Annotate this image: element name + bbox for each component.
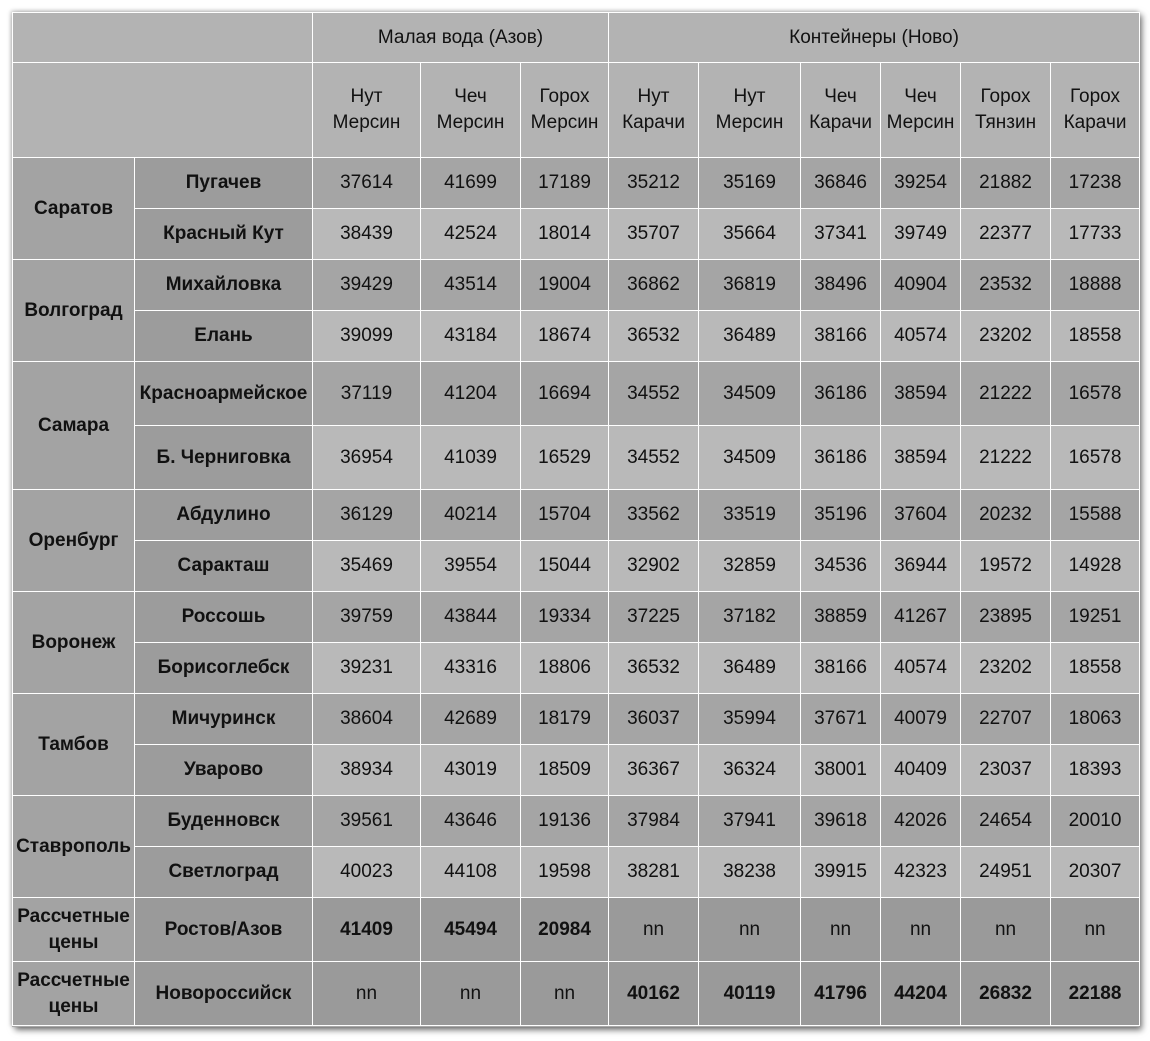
price-cell: 42026	[881, 796, 961, 847]
city-cell: Елань	[135, 311, 313, 362]
price-cell: 19136	[521, 796, 609, 847]
price-cell: 38594	[881, 426, 961, 490]
price-cell: 18558	[1051, 311, 1140, 362]
price-cell: 43514	[421, 260, 521, 311]
price-cell: 34552	[609, 426, 699, 490]
calculated-prices-row	[13, 898, 1140, 962]
price-cell: 24951	[961, 847, 1051, 898]
table-row	[13, 796, 1140, 847]
price-cell: 35169	[699, 158, 801, 209]
price-cell: 19598	[521, 847, 609, 898]
price-cell: 20010	[1051, 796, 1140, 847]
column-header	[1051, 63, 1140, 158]
price-cell: 35469	[313, 541, 421, 592]
calculated-price-cell: 20984	[521, 898, 609, 962]
calculated-label-line: Рассчетные	[17, 905, 130, 927]
region-cell: Саратов	[13, 158, 135, 260]
table-row	[13, 490, 1140, 541]
table-row	[13, 260, 1140, 311]
column-header-commodity: Нут	[637, 86, 670, 107]
column-header-port: Мерсин	[530, 112, 599, 133]
price-cell: 21222	[961, 362, 1051, 426]
column-header-commodity: Чеч	[824, 86, 857, 107]
city-cell: Пугачев	[135, 158, 313, 209]
column-header	[521, 63, 609, 158]
city-cell: Светлоград	[135, 847, 313, 898]
column-header	[961, 63, 1051, 158]
table-row	[13, 426, 1140, 490]
price-cell: 18558	[1051, 643, 1140, 694]
column-header-commodity: Горох	[539, 86, 590, 107]
calculated-price-cell: 22188	[1051, 962, 1140, 1026]
price-cell: 20307	[1051, 847, 1140, 898]
price-cell: 38859	[801, 592, 881, 643]
group-small-water: Малая вода (Азов)	[313, 13, 609, 63]
price-cell: 38934	[313, 745, 421, 796]
price-cell: 43019	[421, 745, 521, 796]
column-header-commodity: Нут	[350, 86, 383, 107]
price-cell: 36186	[801, 362, 881, 426]
price-cell: 35707	[609, 209, 699, 260]
price-cell: 36846	[801, 158, 881, 209]
region-cell: Тамбов	[13, 694, 135, 796]
price-cell: 22707	[961, 694, 1051, 745]
calculated-price-cell: nn	[313, 962, 421, 1026]
price-cell: 34509	[699, 426, 801, 490]
price-cell: 41204	[421, 362, 521, 426]
price-cell: 34509	[699, 362, 801, 426]
table-row	[13, 847, 1140, 898]
price-cell: 36037	[609, 694, 699, 745]
column-header	[609, 63, 699, 158]
calculated-price-cell: nn	[881, 898, 961, 962]
price-cell: 15588	[1051, 490, 1140, 541]
price-cell: 40079	[881, 694, 961, 745]
price-table	[12, 12, 1140, 1026]
price-cell: 39618	[801, 796, 881, 847]
price-cell: 39915	[801, 847, 881, 898]
price-cell: 18888	[1051, 260, 1140, 311]
price-cell: 42689	[421, 694, 521, 745]
column-header-commodity: Горох	[1070, 86, 1121, 107]
price-cell: 43646	[421, 796, 521, 847]
price-cell: 38604	[313, 694, 421, 745]
price-cell: 18393	[1051, 745, 1140, 796]
price-cell: 37941	[699, 796, 801, 847]
price-cell: 40409	[881, 745, 961, 796]
price-cell: 39231	[313, 643, 421, 694]
table-row	[13, 209, 1140, 260]
price-cell: 14928	[1051, 541, 1140, 592]
column-header	[881, 63, 961, 158]
region-cell: Оренбург	[13, 490, 135, 592]
region-cell: Ставрополь	[13, 796, 135, 898]
column-header-commodity: Нут	[733, 86, 766, 107]
price-cell: 21222	[961, 426, 1051, 490]
price-cell: 18806	[521, 643, 609, 694]
city-cell: Абдулино	[135, 490, 313, 541]
price-cell: 19572	[961, 541, 1051, 592]
calculated-label-line: Рассчетные	[17, 969, 130, 991]
calculated-price-cell: nn	[1051, 898, 1140, 962]
price-cell: 36186	[801, 426, 881, 490]
calculated-label-line: цены	[48, 931, 99, 953]
calculated-price-cell: nn	[609, 898, 699, 962]
calculated-price-cell: nn	[421, 962, 521, 1026]
price-cell: 16694	[521, 362, 609, 426]
price-cell: 39759	[313, 592, 421, 643]
table-row	[13, 541, 1140, 592]
calculated-prices-row	[13, 962, 1140, 1026]
column-header-commodity: Горох	[980, 86, 1031, 107]
price-cell: 32902	[609, 541, 699, 592]
price-cell: 36129	[313, 490, 421, 541]
price-cell: 18509	[521, 745, 609, 796]
price-cell: 37671	[801, 694, 881, 745]
price-cell: 40574	[881, 311, 961, 362]
price-cell: 17733	[1051, 209, 1140, 260]
region-cell: Волгоград	[13, 260, 135, 362]
header-group-row	[13, 13, 1140, 63]
price-cell: 22377	[961, 209, 1051, 260]
price-cell: 37604	[881, 490, 961, 541]
price-cell: 36367	[609, 745, 699, 796]
price-cell: 38166	[801, 643, 881, 694]
city-cell: Россошь	[135, 592, 313, 643]
column-header	[699, 63, 801, 158]
price-cell: 42524	[421, 209, 521, 260]
price-cell: 36819	[699, 260, 801, 311]
header-column-row	[13, 63, 1140, 158]
column-header-commodity: Чеч	[454, 86, 487, 107]
header-corner-cell	[13, 63, 313, 158]
price-table-sheet	[12, 12, 1139, 1027]
price-cell: 35994	[699, 694, 801, 745]
price-cell: 19334	[521, 592, 609, 643]
calculated-price-cell: 41409	[313, 898, 421, 962]
price-cell: 36489	[699, 643, 801, 694]
price-cell: 18063	[1051, 694, 1140, 745]
calculated-price-cell: nn	[961, 898, 1051, 962]
city-cell: Мичуринск	[135, 694, 313, 745]
price-cell: 41039	[421, 426, 521, 490]
column-header-port: Карачи	[1063, 112, 1127, 133]
price-cell: 43184	[421, 311, 521, 362]
price-cell: 23895	[961, 592, 1051, 643]
calculated-price-cell: nn	[699, 898, 801, 962]
price-cell: 37119	[313, 362, 421, 426]
column-header-port: Мерсин	[886, 112, 955, 133]
price-cell: 34536	[801, 541, 881, 592]
price-cell: 40574	[881, 643, 961, 694]
column-header-port: Мерсин	[332, 112, 401, 133]
price-cell: 16578	[1051, 426, 1140, 490]
calculated-price-cell: 40119	[699, 962, 801, 1026]
table-row	[13, 311, 1140, 362]
price-cell: 43844	[421, 592, 521, 643]
header-corner-cell	[13, 13, 313, 63]
price-cell: 36862	[609, 260, 699, 311]
column-header-commodity: Чеч	[904, 86, 937, 107]
price-cell: 15704	[521, 490, 609, 541]
price-cell: 21882	[961, 158, 1051, 209]
price-cell: 39554	[421, 541, 521, 592]
city-cell: Ростов/Азов	[135, 898, 313, 962]
calculated-price-cell: 45494	[421, 898, 521, 962]
calculated-label-line: цены	[48, 995, 99, 1017]
price-cell: 19004	[521, 260, 609, 311]
region-cell: Воронеж	[13, 592, 135, 694]
calculated-price-cell: 41796	[801, 962, 881, 1026]
price-cell: 35196	[801, 490, 881, 541]
price-cell: 15044	[521, 541, 609, 592]
region-cell: Самара	[13, 362, 135, 490]
table-row	[13, 592, 1140, 643]
price-cell: 32859	[699, 541, 801, 592]
table-row	[13, 158, 1140, 209]
price-cell: 37225	[609, 592, 699, 643]
price-cell: 16529	[521, 426, 609, 490]
price-cell: 38281	[609, 847, 699, 898]
price-cell: 40023	[313, 847, 421, 898]
price-cell: 38001	[801, 745, 881, 796]
price-cell: 36532	[609, 643, 699, 694]
price-cell: 36944	[881, 541, 961, 592]
calculated-price-cell: 44204	[881, 962, 961, 1026]
city-cell: Михайловка	[135, 260, 313, 311]
price-cell: 44108	[421, 847, 521, 898]
price-cell: 37984	[609, 796, 699, 847]
table-row	[13, 643, 1140, 694]
city-cell: Б. Черниговка	[135, 426, 313, 490]
price-cell: 35664	[699, 209, 801, 260]
city-cell: Борисоглебск	[135, 643, 313, 694]
column-header	[801, 63, 881, 158]
price-cell: 20232	[961, 490, 1051, 541]
column-header	[421, 63, 521, 158]
price-cell: 38166	[801, 311, 881, 362]
price-cell: 18179	[521, 694, 609, 745]
price-cell: 16578	[1051, 362, 1140, 426]
price-cell: 43316	[421, 643, 521, 694]
calculated-price-cell: 40162	[609, 962, 699, 1026]
price-cell: 18674	[521, 311, 609, 362]
column-header-port: Карачи	[809, 112, 872, 133]
city-cell: Саракташ	[135, 541, 313, 592]
price-cell: 36324	[699, 745, 801, 796]
city-cell: Новороссийск	[135, 962, 313, 1026]
column-header-port: Тянзин	[974, 112, 1037, 133]
price-cell: 39099	[313, 311, 421, 362]
table-row	[13, 694, 1140, 745]
price-cell: 38439	[313, 209, 421, 260]
price-cell: 37341	[801, 209, 881, 260]
column-header-port: Карачи	[622, 112, 685, 133]
calculated-label-cell	[13, 962, 135, 1026]
price-cell: 33562	[609, 490, 699, 541]
price-cell: 41699	[421, 158, 521, 209]
price-cell: 23037	[961, 745, 1051, 796]
price-cell: 38594	[881, 362, 961, 426]
price-cell: 34552	[609, 362, 699, 426]
calculated-price-cell: nn	[801, 898, 881, 962]
price-cell: 23202	[961, 643, 1051, 694]
price-cell: 40904	[881, 260, 961, 311]
price-cell: 39561	[313, 796, 421, 847]
price-cell: 36954	[313, 426, 421, 490]
price-cell: 38496	[801, 260, 881, 311]
column-header-port: Мерсин	[715, 112, 784, 133]
column-header	[313, 63, 421, 158]
price-cell: 24654	[961, 796, 1051, 847]
price-cell: 39749	[881, 209, 961, 260]
column-header-port: Мерсин	[436, 112, 505, 133]
table-row	[13, 362, 1140, 426]
price-cell: 39254	[881, 158, 961, 209]
price-cell: 40214	[421, 490, 521, 541]
price-cell: 17238	[1051, 158, 1140, 209]
price-cell: 19251	[1051, 592, 1140, 643]
price-cell: 37614	[313, 158, 421, 209]
calculated-price-cell: nn	[521, 962, 609, 1026]
calculated-price-cell: 26832	[961, 962, 1051, 1026]
city-cell: Уварово	[135, 745, 313, 796]
price-cell: 18014	[521, 209, 609, 260]
price-cell: 23202	[961, 311, 1051, 362]
price-cell: 23532	[961, 260, 1051, 311]
group-containers: Контейнеры (Ново)	[609, 13, 1140, 63]
price-cell: 36532	[609, 311, 699, 362]
city-cell: Красный Кут	[135, 209, 313, 260]
price-cell: 36489	[699, 311, 801, 362]
city-cell: Буденновск	[135, 796, 313, 847]
table-row	[13, 745, 1140, 796]
price-cell: 33519	[699, 490, 801, 541]
price-cell: 41267	[881, 592, 961, 643]
price-cell: 39429	[313, 260, 421, 311]
price-cell: 38238	[699, 847, 801, 898]
price-cell: 35212	[609, 158, 699, 209]
price-cell: 37182	[699, 592, 801, 643]
price-cell: 17189	[521, 158, 609, 209]
city-cell: Красноармейское	[135, 362, 313, 426]
calculated-label-cell	[13, 898, 135, 962]
price-cell: 42323	[881, 847, 961, 898]
